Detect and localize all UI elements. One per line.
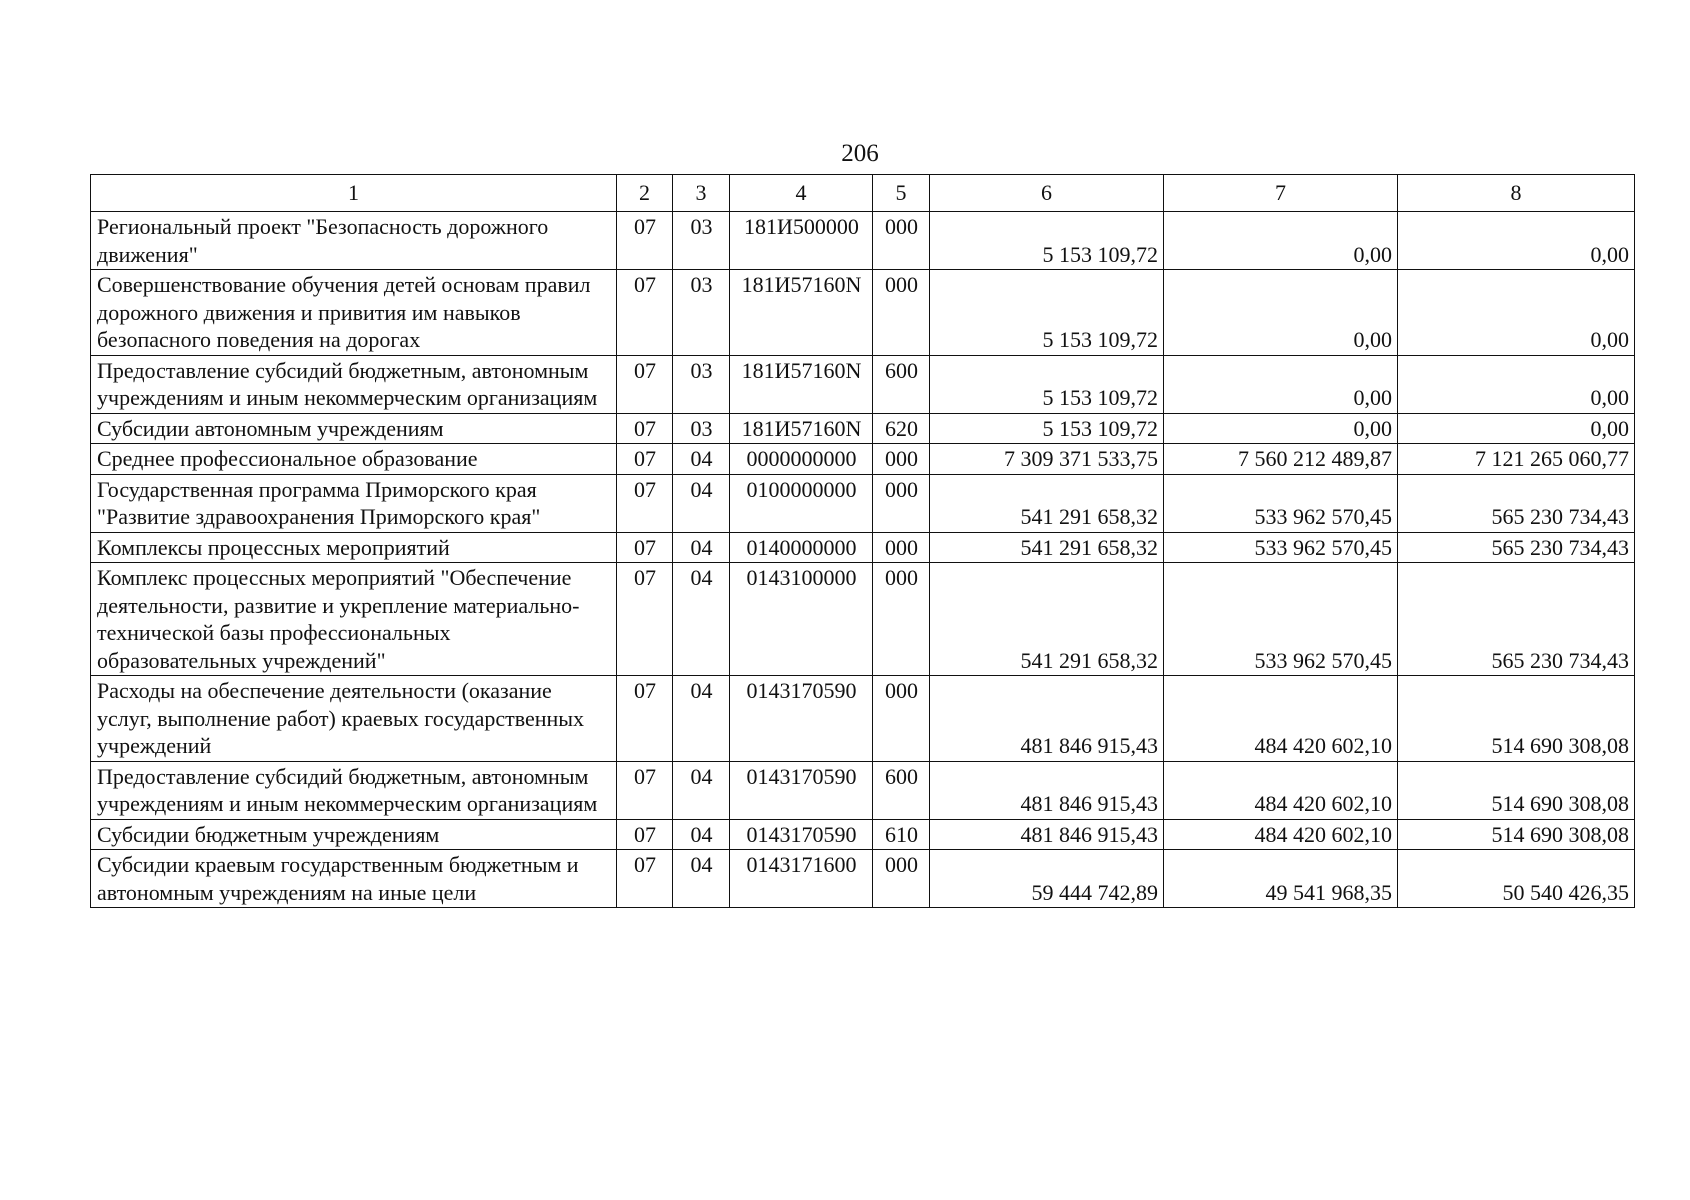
- amount-col6: 5 153 109,72: [930, 355, 1164, 413]
- table-row: [91, 355, 1635, 413]
- table-row: [91, 676, 1635, 762]
- amount-col8: 0,00: [1398, 270, 1635, 356]
- target-article-code: 0143100000: [730, 563, 873, 676]
- expense-type-code: 000: [873, 532, 930, 563]
- amount-col7: 7 560 212 489,87: [1164, 444, 1398, 475]
- amount-col6: 541 291 658,32: [930, 532, 1164, 563]
- target-article-code: 0100000000: [730, 474, 873, 532]
- target-article-code: 181И57160N: [730, 270, 873, 356]
- column-number-header-row: [91, 175, 1635, 212]
- expense-type-code: 000: [873, 563, 930, 676]
- amount-col6: 541 291 658,32: [930, 474, 1164, 532]
- table-row: [91, 850, 1635, 908]
- section-code: 07: [617, 761, 673, 819]
- subsection-code: 04: [673, 444, 730, 475]
- column-header: 4: [730, 175, 873, 212]
- amount-col7: 0,00: [1164, 212, 1398, 270]
- expense-type-code: 000: [873, 212, 930, 270]
- expense-type-code: 000: [873, 270, 930, 356]
- column-header: 6: [930, 175, 1164, 212]
- amount-col8: 514 690 308,08: [1398, 676, 1635, 762]
- table-row: [91, 413, 1635, 444]
- target-article-code: 181И57160N: [730, 413, 873, 444]
- target-article-code: 0143171600: [730, 850, 873, 908]
- row-name: Совершенствование обучения детей основам правил дорожного движения и привития им навыков безопасного поведения на дорогах: [91, 270, 617, 356]
- column-header: 2: [617, 175, 673, 212]
- table-row: [91, 270, 1635, 356]
- target-article-code: 181И500000: [730, 212, 873, 270]
- amount-col8: 0,00: [1398, 212, 1635, 270]
- amount-col6: 5 153 109,72: [930, 212, 1164, 270]
- section-code: 07: [617, 532, 673, 563]
- column-header: 7: [1164, 175, 1398, 212]
- subsection-code: 04: [673, 676, 730, 762]
- row-name: Субсидии бюджетным учреждениям: [91, 819, 617, 850]
- section-code: 07: [617, 413, 673, 444]
- expense-type-code: 000: [873, 676, 930, 762]
- amount-col7: 0,00: [1164, 413, 1398, 444]
- target-article-code: 0140000000: [730, 532, 873, 563]
- section-code: 07: [617, 444, 673, 475]
- row-name: Комплекс процессных мероприятий "Обеспечение деятельности, развитие и укрепление материально-технической базы профессиональных образовательных учреждений": [91, 563, 617, 676]
- expense-type-code: 610: [873, 819, 930, 850]
- table-row: [91, 761, 1635, 819]
- section-code: 07: [617, 270, 673, 356]
- target-article-code: 0143170590: [730, 761, 873, 819]
- table-row: [91, 819, 1635, 850]
- amount-col6: 481 846 915,43: [930, 819, 1164, 850]
- section-code: 07: [617, 819, 673, 850]
- table-row: [91, 444, 1635, 475]
- amount-col8: 50 540 426,35: [1398, 850, 1635, 908]
- amount-col7: 533 962 570,45: [1164, 563, 1398, 676]
- section-code: 07: [617, 212, 673, 270]
- amount-col6: 481 846 915,43: [930, 676, 1164, 762]
- amount-col7: 484 420 602,10: [1164, 676, 1398, 762]
- amount-col8: 565 230 734,43: [1398, 532, 1635, 563]
- expense-type-code: 620: [873, 413, 930, 444]
- section-code: 07: [617, 355, 673, 413]
- amount-col6: 7 309 371 533,75: [930, 444, 1164, 475]
- subsection-code: 04: [673, 819, 730, 850]
- row-name: Среднее профессиональное образование: [91, 444, 617, 475]
- amount-col8: 565 230 734,43: [1398, 563, 1635, 676]
- amount-col7: 49 541 968,35: [1164, 850, 1398, 908]
- amount-col8: 514 690 308,08: [1398, 761, 1635, 819]
- target-article-code: 0143170590: [730, 819, 873, 850]
- amount-col6: 5 153 109,72: [930, 413, 1164, 444]
- subsection-code: 03: [673, 270, 730, 356]
- row-name: Субсидии автономным учреждениям: [91, 413, 617, 444]
- table-row: [91, 532, 1635, 563]
- budget-table: [90, 174, 1635, 908]
- section-code: 07: [617, 850, 673, 908]
- subsection-code: 03: [673, 355, 730, 413]
- row-name: Субсидии краевым государственным бюджетным и автономным учреждениям на иные цели: [91, 850, 617, 908]
- section-code: 07: [617, 474, 673, 532]
- amount-col7: 533 962 570,45: [1164, 532, 1398, 563]
- amount-col6: 481 846 915,43: [930, 761, 1164, 819]
- expense-type-code: 000: [873, 474, 930, 532]
- column-header: 5: [873, 175, 930, 212]
- amount-col7: 533 962 570,45: [1164, 474, 1398, 532]
- section-code: 07: [617, 563, 673, 676]
- amount-col7: 0,00: [1164, 270, 1398, 356]
- amount-col8: 565 230 734,43: [1398, 474, 1635, 532]
- row-name: Предоставление субсидий бюджетным, автономным учреждениям и иным некоммерческим организациям: [91, 355, 617, 413]
- subsection-code: 04: [673, 532, 730, 563]
- subsection-code: 04: [673, 474, 730, 532]
- row-name: Расходы на обеспечение деятельности (оказание услуг, выполнение работ) краевых государственных учреждений: [91, 676, 617, 762]
- row-name: Государственная программа Приморского края "Развитие здравоохранения Приморского края": [91, 474, 617, 532]
- column-header: 3: [673, 175, 730, 212]
- target-article-code: 0000000000: [730, 444, 873, 475]
- expense-type-code: 600: [873, 355, 930, 413]
- amount-col7: 484 420 602,10: [1164, 819, 1398, 850]
- column-header: 8: [1398, 175, 1635, 212]
- row-name: Региональный проект "Безопасность дорожного движения": [91, 212, 617, 270]
- amount-col6: 541 291 658,32: [930, 563, 1164, 676]
- amount-col8: 514 690 308,08: [1398, 819, 1635, 850]
- subsection-code: 04: [673, 563, 730, 676]
- table-row: [91, 563, 1635, 676]
- amount-col8: 7 121 265 060,77: [1398, 444, 1635, 475]
- subsection-code: 04: [673, 761, 730, 819]
- amount-col7: 0,00: [1164, 355, 1398, 413]
- subsection-code: 04: [673, 850, 730, 908]
- section-code: 07: [617, 676, 673, 762]
- amount-col6: 59 444 742,89: [930, 850, 1164, 908]
- table-row: [91, 212, 1635, 270]
- subsection-code: 03: [673, 212, 730, 270]
- target-article-code: 181И57160N: [730, 355, 873, 413]
- amount-col6: 5 153 109,72: [930, 270, 1164, 356]
- expense-type-code: 000: [873, 850, 930, 908]
- row-name: Комплексы процессных мероприятий: [91, 532, 617, 563]
- column-header: 1: [91, 175, 617, 212]
- subsection-code: 03: [673, 413, 730, 444]
- page-number: 206: [841, 140, 879, 167]
- table-row: [91, 474, 1635, 532]
- expense-type-code: 000: [873, 444, 930, 475]
- row-name: Предоставление субсидий бюджетным, автономным учреждениям и иным некоммерческим организациям: [91, 761, 617, 819]
- amount-col7: 484 420 602,10: [1164, 761, 1398, 819]
- amount-col8: 0,00: [1398, 355, 1635, 413]
- amount-col8: 0,00: [1398, 413, 1635, 444]
- expense-type-code: 600: [873, 761, 930, 819]
- target-article-code: 0143170590: [730, 676, 873, 762]
